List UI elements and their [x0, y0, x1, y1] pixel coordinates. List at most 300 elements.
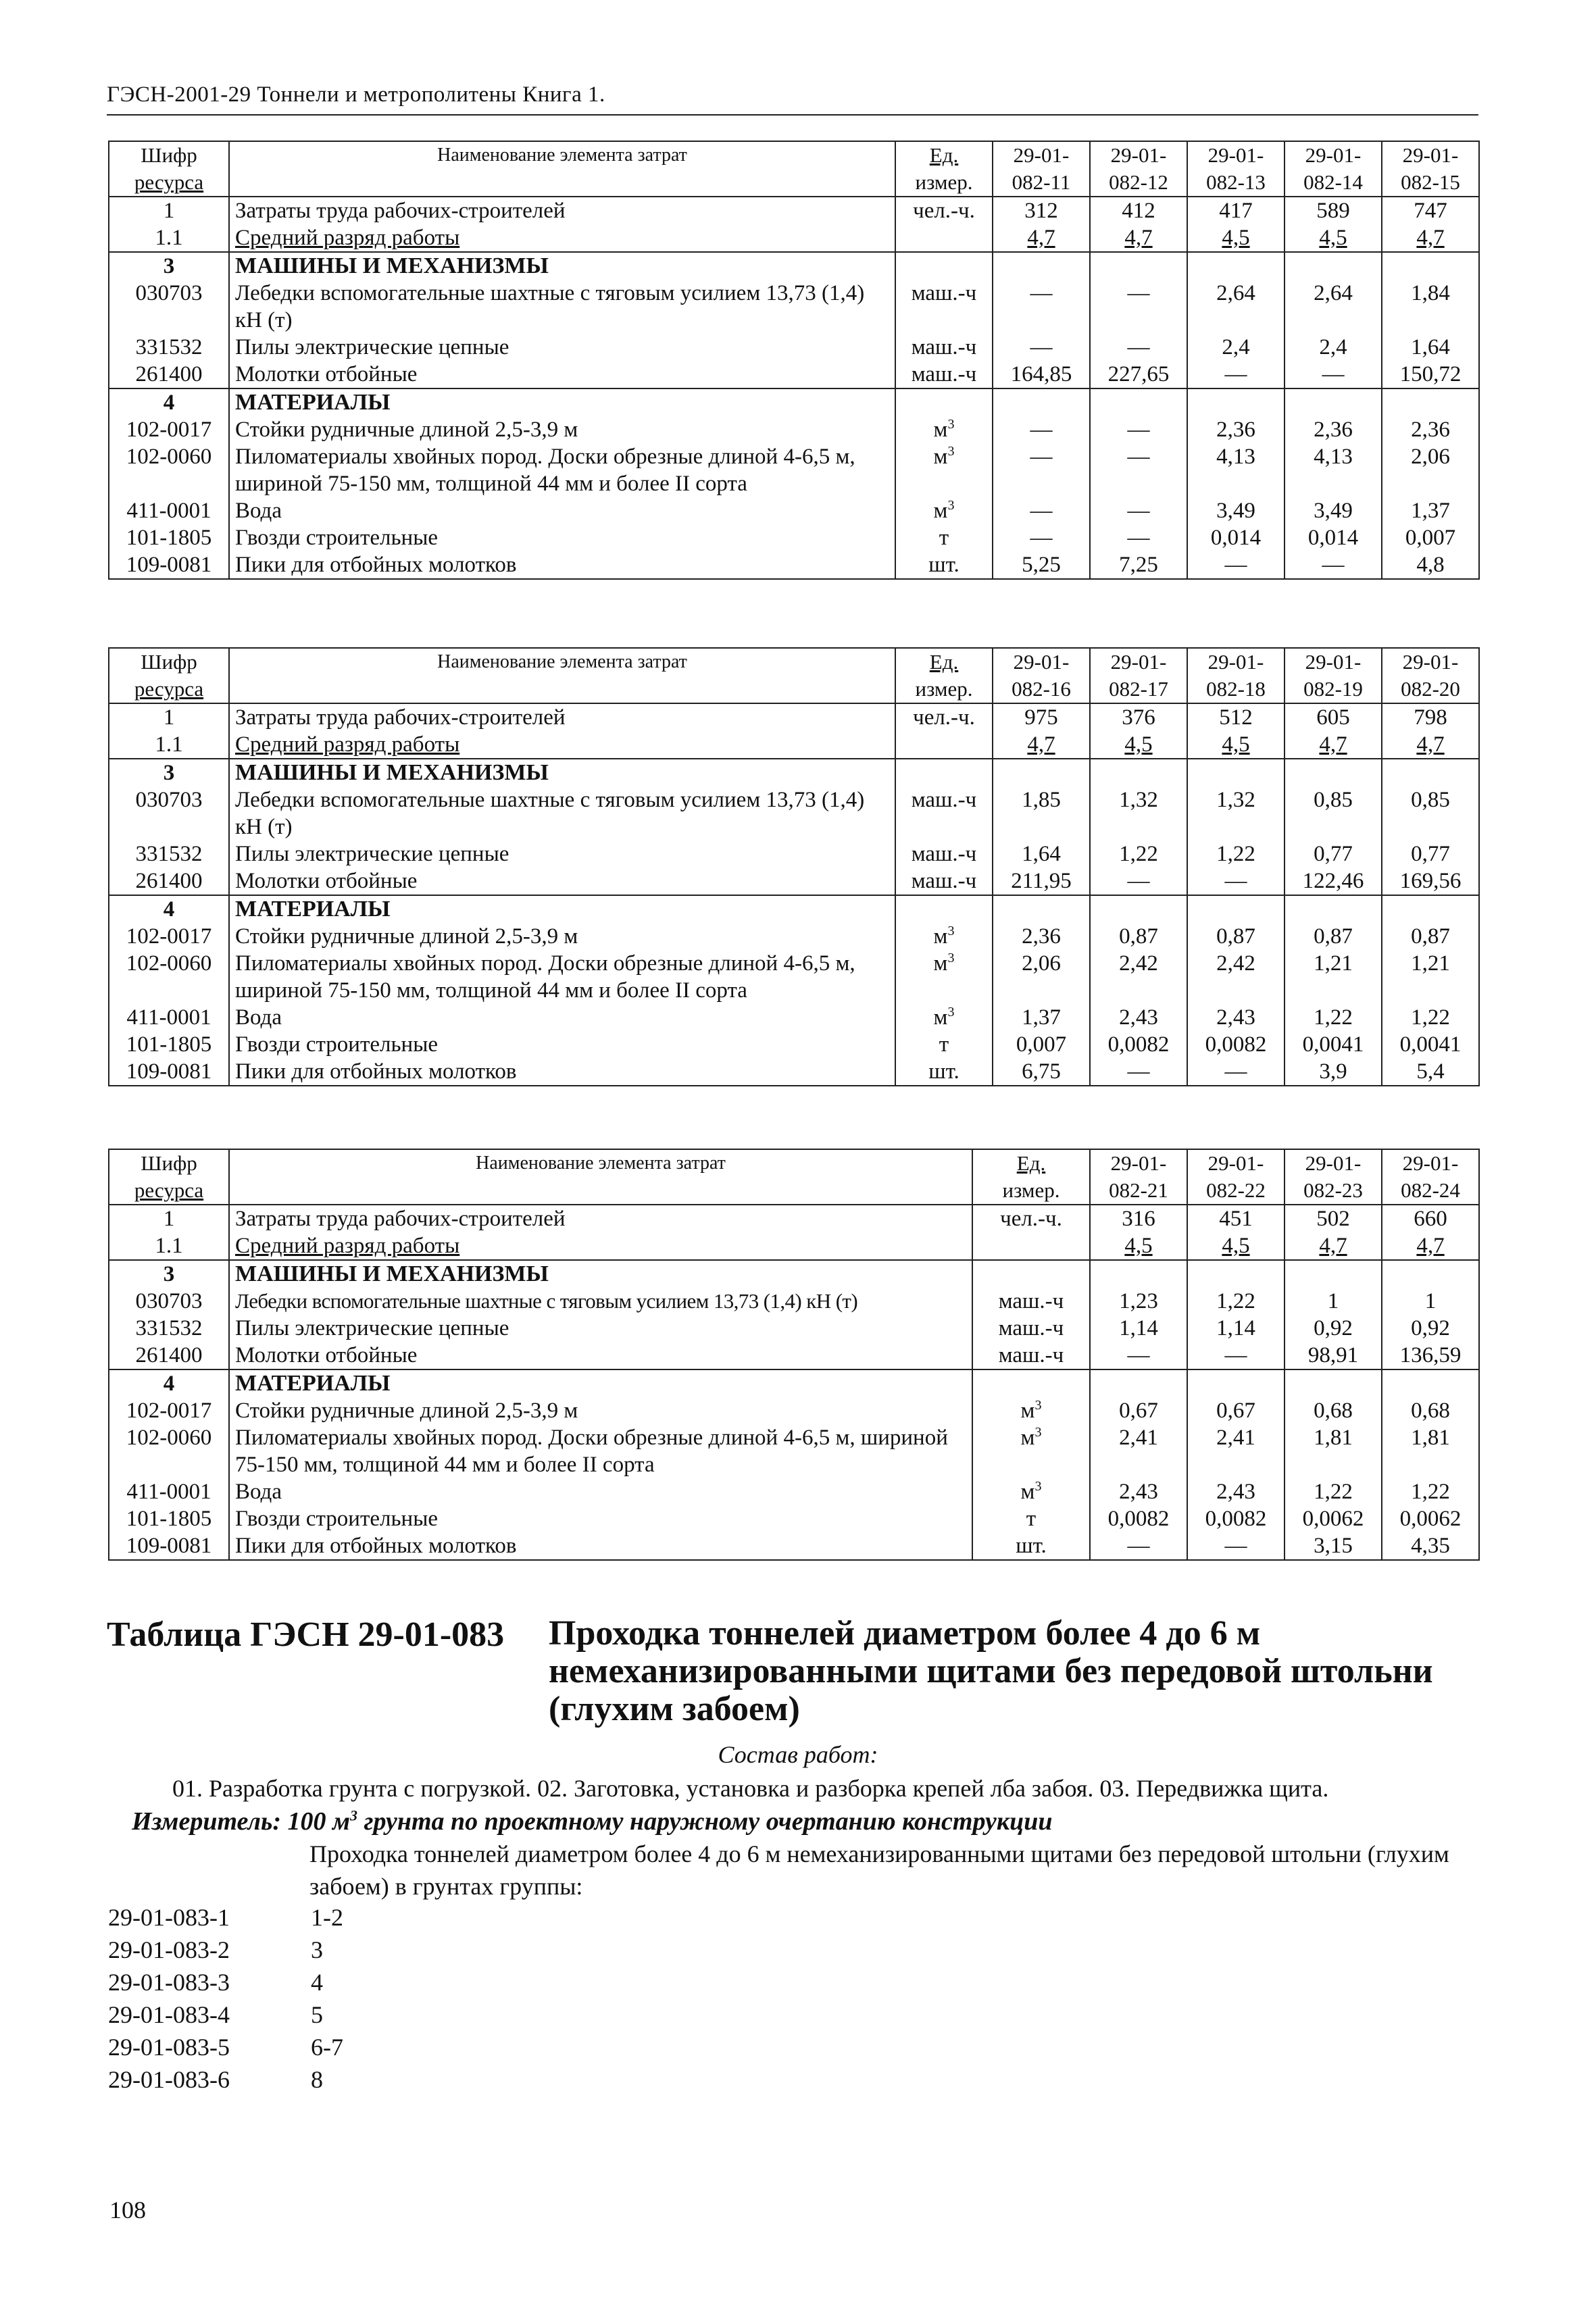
header-norm-code — [1285, 141, 1382, 197]
row-value: 451 — [1187, 1205, 1285, 1232]
row-value — [1382, 895, 1479, 923]
variant-code: 29-01-083-3 — [108, 1969, 230, 1996]
row-value: — — [1090, 443, 1187, 497]
row-value: 5,25 — [993, 551, 1090, 579]
table-row — [109, 1058, 1479, 1086]
row-value: 0,77 — [1285, 840, 1382, 867]
variant-code: 29-01-083-1 — [108, 1904, 230, 1931]
variant-group: 3 — [311, 1936, 323, 1963]
row-value: — — [1090, 1342, 1187, 1369]
row-name: Затраты труда рабочих-строителей — [229, 1205, 972, 1232]
header-norm-line: 082-11 — [1012, 170, 1071, 194]
row-name: Стойки рудничные длиной 2,5-3,9 м — [229, 416, 895, 443]
row-value: 1,22 — [1187, 1288, 1285, 1315]
row-unit: т — [895, 524, 993, 551]
table-row — [109, 703, 1479, 731]
row-name: Гвозди строительные — [229, 524, 895, 551]
row-value: 0,0082 — [1187, 1031, 1285, 1058]
row-value: 4,7 — [1382, 731, 1479, 759]
row-unit: $м^3$ — [972, 1478, 1090, 1505]
row-value: 1,81 — [1382, 1424, 1479, 1478]
header-norm-line: 082-18 — [1206, 677, 1266, 701]
row-unit: $м^3$ — [895, 443, 993, 497]
row-value: 1,37 — [1382, 497, 1479, 524]
header-code-line: Шифр — [141, 1151, 197, 1175]
variant-group: 5 — [311, 2001, 323, 2028]
table-row — [109, 334, 1479, 361]
row-value: 1,32 — [1090, 786, 1187, 840]
row-value: 6,75 — [993, 1058, 1090, 1086]
header-code-line: ресурса — [134, 1178, 204, 1202]
header-norm-code — [1285, 648, 1382, 703]
row-code: 3 — [109, 252, 229, 280]
row-name: Пиломатериалы хвойных пород. Доски обрезные длиной 4-6,5 м, шириной 75-150 мм, толщиной 44 мм и более II сорта — [229, 443, 895, 497]
header-code-line: Шифр — [141, 650, 197, 674]
row-name: Пиломатериалы хвойных пород. Доски обрезные длиной 4-6,5 м, шириной 75-150 мм, толщиной 44 мм и более II сорта — [229, 1424, 972, 1478]
row-value: 3,49 — [1187, 497, 1285, 524]
table-row — [109, 551, 1479, 579]
row-value — [1285, 1369, 1382, 1397]
table-row — [109, 224, 1479, 252]
page-number: 108 — [109, 2196, 146, 2223]
row-name: МАШИНЫ И МЕХАНИЗМЫ — [229, 759, 895, 786]
unit-superscript: 3 — [947, 417, 955, 432]
row-value: 4,35 — [1382, 1532, 1479, 1560]
row-value: — — [1090, 1058, 1187, 1086]
row-code: 4 — [109, 388, 229, 416]
row-value: — — [1285, 551, 1382, 579]
table-row — [109, 280, 1479, 334]
row-code: 101-1805 — [109, 1505, 229, 1532]
row-name: Пики для отбойных молотков — [229, 1058, 895, 1086]
row-value: — — [1090, 867, 1187, 895]
table-row — [109, 1532, 1479, 1560]
row-code: 261400 — [109, 1342, 229, 1369]
row-value: — — [1187, 1532, 1285, 1560]
row-value — [1382, 252, 1479, 280]
header-unit-line: измер. — [1002, 1178, 1060, 1202]
row-unit — [895, 224, 993, 252]
header-norm-code — [1382, 141, 1479, 197]
header-norm-line: 082-16 — [1012, 677, 1071, 701]
row-value: 0,0082 — [1187, 1505, 1285, 1532]
row-name: Средний разряд работы — [229, 731, 895, 759]
table-row — [109, 252, 1479, 280]
row-unit: $м^3$ — [972, 1397, 1090, 1424]
row-value — [1090, 252, 1187, 280]
row-unit: $м^3$ — [895, 497, 993, 524]
row-value — [1187, 388, 1285, 416]
table-row — [109, 1397, 1479, 1424]
row-unit: маш.-ч — [895, 361, 993, 388]
row-value: 211,95 — [993, 867, 1090, 895]
row-code: 1.1 — [109, 224, 229, 252]
row-value: 2,06 — [1382, 443, 1479, 497]
row-value: 4,13 — [1285, 443, 1382, 497]
row-value — [1382, 1260, 1479, 1288]
row-value: 0,007 — [1382, 524, 1479, 551]
row-value: 0,67 — [1187, 1397, 1285, 1424]
header-norm-line: 29-01- — [1305, 650, 1362, 674]
header-unit-line: Ед. — [1016, 1151, 1046, 1175]
row-code: 411-0001 — [109, 1478, 229, 1505]
row-value — [1285, 388, 1382, 416]
header-unit-line: измер. — [915, 170, 973, 194]
row-value: 0,0041 — [1285, 1031, 1382, 1058]
table-row — [109, 1260, 1479, 1288]
row-value — [1090, 895, 1187, 923]
row-value: 4,7 — [993, 224, 1090, 252]
variant-row — [108, 1901, 343, 1934]
row-value — [1285, 1260, 1382, 1288]
variants-description: Проходка тоннелей диаметром более 4 до 6 м немеханизированными щитами без передовой штольни (глухим забоем) в грунтах группы: — [309, 1840, 1449, 1900]
row-code: 102-0017 — [109, 1397, 229, 1424]
row-value: 376 — [1090, 703, 1187, 731]
row-code: 4 — [109, 895, 229, 923]
header-norm-line: 082-24 — [1401, 1178, 1460, 1202]
row-value: — — [1090, 416, 1187, 443]
row-value: 2,36 — [1187, 416, 1285, 443]
table-row — [109, 197, 1479, 224]
row-value: 4,5 — [1187, 224, 1285, 252]
row-value — [1090, 759, 1187, 786]
header-norm-line: 082-20 — [1401, 677, 1460, 701]
table-row — [109, 1315, 1479, 1342]
meter-prefix: Измеритель: 100 м — [132, 1807, 350, 1836]
row-value: 1 — [1285, 1288, 1382, 1315]
row-unit: маш.-ч — [895, 334, 993, 361]
row-value: — — [1187, 361, 1285, 388]
row-value: 4,5 — [1090, 731, 1187, 759]
row-code: 1.1 — [109, 1232, 229, 1260]
header-norm-line: 082-14 — [1303, 170, 1363, 194]
row-value: 4,7 — [1285, 731, 1382, 759]
row-value: 4,5 — [1187, 731, 1285, 759]
header-norm-code — [1187, 648, 1285, 703]
row-value: 1,21 — [1285, 950, 1382, 1004]
row-value: 2,36 — [1285, 416, 1382, 443]
row-value: 589 — [1285, 197, 1382, 224]
row-name: Пиломатериалы хвойных пород. Доски обрезные длиной 4-6,5 м, шириной 75-150 мм, толщиной 44 мм и более II сорта — [229, 950, 895, 1004]
row-value: 605 — [1285, 703, 1382, 731]
row-unit: чел.-ч. — [895, 197, 993, 224]
row-value: — — [1187, 551, 1285, 579]
row-name: Вода — [229, 1004, 895, 1031]
row-unit: $м^3$ — [895, 1004, 993, 1031]
row-value: 1,37 — [993, 1004, 1090, 1031]
row-value — [1382, 1369, 1479, 1397]
row-value: — — [1187, 867, 1285, 895]
row-unit — [895, 731, 993, 759]
row-name: МАШИНЫ И МЕХАНИЗМЫ — [229, 1260, 972, 1288]
header-norm-line: 29-01- — [1402, 143, 1459, 167]
header-code-line: Шифр — [141, 143, 197, 167]
row-value: 1,21 — [1382, 950, 1479, 1004]
row-code: 102-0060 — [109, 1424, 229, 1478]
row-value: 7,25 — [1090, 551, 1187, 579]
row-code: 101-1805 — [109, 1031, 229, 1058]
header-code-line: ресурса — [134, 677, 204, 701]
header-norm-code — [1090, 648, 1187, 703]
row-value: 2,64 — [1187, 280, 1285, 334]
row-value — [1285, 252, 1382, 280]
row-name: Пилы электрические цепные — [229, 1315, 972, 1342]
header-norm-line: 082-15 — [1401, 170, 1460, 194]
table-row — [109, 1478, 1479, 1505]
unit-superscript: 3 — [947, 498, 955, 513]
section-table-code: Таблица ГЭСН 29-01-083 — [107, 1615, 505, 1654]
row-value: 2,41 — [1090, 1424, 1187, 1478]
row-value — [1285, 895, 1382, 923]
table-row — [109, 1505, 1479, 1532]
row-value: — — [1187, 1058, 1285, 1086]
row-value: — — [993, 280, 1090, 334]
row-unit: чел.-ч. — [972, 1205, 1090, 1232]
row-name: Молотки отбойные — [229, 361, 895, 388]
row-value: 227,65 — [1090, 361, 1187, 388]
table-row — [109, 416, 1479, 443]
row-value: 98,91 — [1285, 1342, 1382, 1369]
variants-list — [108, 1901, 343, 2096]
header-norm-code — [1187, 1149, 1285, 1205]
row-code: 1 — [109, 703, 229, 731]
row-code: 411-0001 — [109, 1004, 229, 1031]
row-value: 1,32 — [1187, 786, 1285, 840]
header-code — [109, 1149, 229, 1205]
row-value: 0,92 — [1382, 1315, 1479, 1342]
composition-label: Состав работ: — [718, 1741, 878, 1768]
header-norm-line: 082-12 — [1109, 170, 1168, 194]
row-value — [1285, 759, 1382, 786]
row-value: 417 — [1187, 197, 1285, 224]
row-value: 0,87 — [1187, 923, 1285, 950]
header-norm-line: 29-01- — [1207, 650, 1264, 674]
row-name: Вода — [229, 497, 895, 524]
table-row — [109, 1232, 1479, 1260]
row-value — [1187, 895, 1285, 923]
row-name: Пилы электрические цепные — [229, 840, 895, 867]
header-norm-line: 082-19 — [1303, 677, 1363, 701]
table-row — [109, 840, 1479, 867]
row-value: 0,0062 — [1382, 1505, 1479, 1532]
meter-suffix: грунта по проектному наружному очертанию конструкции — [357, 1807, 1053, 1836]
row-value: 2,42 — [1090, 950, 1187, 1004]
header-norm-code — [1285, 1149, 1382, 1205]
header-name: Наименование элемента затрат — [229, 648, 895, 703]
row-value: 2,43 — [1090, 1478, 1187, 1505]
row-code: 1 — [109, 1205, 229, 1232]
variant-row — [108, 2063, 343, 2096]
row-unit: $м^3$ — [895, 923, 993, 950]
row-unit — [972, 1369, 1090, 1397]
row-code: 030703 — [109, 1288, 229, 1315]
unit-superscript: 3 — [947, 444, 955, 459]
row-value: 1,22 — [1285, 1004, 1382, 1031]
row-code: 3 — [109, 1260, 229, 1288]
row-value — [1090, 388, 1187, 416]
variant-group: 6-7 — [311, 2034, 343, 2061]
row-code: 109-0081 — [109, 551, 229, 579]
row-code: 101-1805 — [109, 524, 229, 551]
row-value: 2,43 — [1187, 1478, 1285, 1505]
row-code: 109-0081 — [109, 1058, 229, 1086]
row-value: 0,68 — [1382, 1397, 1479, 1424]
row-code: 030703 — [109, 786, 229, 840]
meter-sup: 3 — [350, 1807, 357, 1824]
row-value: — — [1090, 497, 1187, 524]
row-value: 5,4 — [1382, 1058, 1479, 1086]
table-row — [109, 867, 1479, 895]
row-code: 331532 — [109, 840, 229, 867]
row-unit — [895, 252, 993, 280]
header-norm-line: 29-01- — [1402, 650, 1459, 674]
row-name: Лебедки вспомогательные шахтные с тяговым усилием 13,73 (1,4) кН (т) — [229, 1288, 972, 1315]
row-value — [1090, 1260, 1187, 1288]
unit-superscript: 3 — [1034, 1425, 1042, 1440]
row-value: 0,0062 — [1285, 1505, 1382, 1532]
row-value: 4,7 — [1382, 224, 1479, 252]
row-unit: маш.-ч — [972, 1342, 1090, 1369]
row-name: Стойки рудничные длиной 2,5-3,9 м — [229, 1397, 972, 1424]
row-value — [1187, 1260, 1285, 1288]
row-value — [1090, 1369, 1187, 1397]
row-value: 502 — [1285, 1205, 1382, 1232]
row-value — [993, 759, 1090, 786]
header-norm-code — [1382, 648, 1479, 703]
table-row — [109, 1205, 1479, 1232]
header-norm-line: 082-22 — [1206, 1178, 1266, 1202]
header-unit — [895, 141, 993, 197]
variant-group: 4 — [311, 1969, 323, 1996]
header-norm-line: 29-01- — [1305, 1151, 1362, 1175]
row-name: Вода — [229, 1478, 972, 1505]
row-value: 1,64 — [993, 840, 1090, 867]
row-value: 2,64 — [1285, 280, 1382, 334]
row-value: — — [1090, 1532, 1187, 1560]
table-row — [109, 759, 1479, 786]
row-name: Пилы электрические цепные — [229, 334, 895, 361]
row-value: 169,56 — [1382, 867, 1479, 895]
page-header: ГЭСН-2001-29 Тоннели и метрополитены Книга 1. — [107, 82, 1478, 116]
header-norm-line: 082-21 — [1109, 1178, 1168, 1202]
row-code: 1 — [109, 197, 229, 224]
row-value: 1,14 — [1187, 1315, 1285, 1342]
variant-row — [108, 1998, 343, 2031]
row-code: 4 — [109, 1369, 229, 1397]
header-norm-line: 29-01- — [1207, 143, 1264, 167]
header-norm-line: 082-17 — [1109, 677, 1168, 701]
row-unit: маш.-ч — [895, 786, 993, 840]
variant-row — [108, 1934, 343, 1966]
table-row — [109, 524, 1479, 551]
row-value: 1 — [1382, 1288, 1479, 1315]
row-value: 412 — [1090, 197, 1187, 224]
table-row — [109, 1424, 1479, 1478]
row-value: 0,85 — [1285, 786, 1382, 840]
row-value: 4,7 — [1285, 1232, 1382, 1260]
row-value — [1187, 252, 1285, 280]
row-unit: маш.-ч — [895, 280, 993, 334]
row-unit: шт. — [972, 1532, 1090, 1560]
row-unit: $м^3$ — [895, 950, 993, 1004]
header-norm-line: 29-01- — [1110, 143, 1167, 167]
header-norm-line: 29-01- — [1207, 1151, 1264, 1175]
norm-table-2 — [108, 647, 1480, 1086]
row-value: — — [1187, 1342, 1285, 1369]
row-name: МАТЕРИАЛЫ — [229, 1369, 972, 1397]
header-unit-line: Ед. — [929, 143, 959, 167]
row-value: 0,014 — [1187, 524, 1285, 551]
unit-superscript: 3 — [947, 924, 955, 938]
row-unit: шт. — [895, 1058, 993, 1086]
row-value: 0,0041 — [1382, 1031, 1479, 1058]
row-value: 4,13 — [1187, 443, 1285, 497]
row-code: 102-0017 — [109, 923, 229, 950]
row-value: — — [993, 443, 1090, 497]
norm-table-1 — [108, 141, 1480, 580]
row-value: 150,72 — [1382, 361, 1479, 388]
row-value: 2,4 — [1187, 334, 1285, 361]
row-value: 2,41 — [1187, 1424, 1285, 1478]
row-value: 3,15 — [1285, 1532, 1382, 1560]
row-value: 164,85 — [993, 361, 1090, 388]
row-value: 4,7 — [1090, 224, 1187, 252]
row-value: — — [993, 497, 1090, 524]
row-unit: т — [895, 1031, 993, 1058]
table-row — [109, 497, 1479, 524]
row-value: — — [1090, 280, 1187, 334]
header-norm-line: 29-01- — [1305, 143, 1362, 167]
row-code: 261400 — [109, 867, 229, 895]
row-value — [993, 895, 1090, 923]
row-name: Лебедки вспомогательные шахтные с тяговым усилием 13,73 (1,4) кН (т) — [229, 786, 895, 840]
row-name: Лебедки вспомогательные шахтные с тяговым усилием 13,73 (1,4) кН (т) — [229, 280, 895, 334]
row-name: Молотки отбойные — [229, 1342, 972, 1369]
table-row — [109, 895, 1479, 923]
row-name: Стойки рудничные длиной 2,5-3,9 м — [229, 923, 895, 950]
row-value: 1,22 — [1090, 840, 1187, 867]
variant-group: 1-2 — [311, 1904, 343, 1931]
row-unit — [895, 388, 993, 416]
unit-superscript: 3 — [947, 1005, 955, 1020]
header-norm-line: 082-23 — [1303, 1178, 1363, 1202]
variant-code: 29-01-083-5 — [108, 2034, 230, 2061]
row-name: Средний разряд работы — [229, 224, 895, 252]
works-list: 01. Разработка грунта с погрузкой. 02. Заготовка, установка и разборка крепей лба забоя. 03. Передвижка щита. — [172, 1775, 1329, 1802]
row-value — [1382, 388, 1479, 416]
row-code: 102-0060 — [109, 443, 229, 497]
row-value: — — [993, 334, 1090, 361]
row-unit — [972, 1232, 1090, 1260]
row-value: 660 — [1382, 1205, 1479, 1232]
row-name: МАТЕРИАЛЫ — [229, 388, 895, 416]
header-norm-line: 082-13 — [1206, 170, 1266, 194]
row-value: 0,68 — [1285, 1397, 1382, 1424]
row-value: 0,007 — [993, 1031, 1090, 1058]
header-name: Наименование элемента затрат — [229, 1149, 972, 1205]
row-name: Средний разряд работы — [229, 1232, 972, 1260]
header-norm-line: 29-01- — [1402, 1151, 1459, 1175]
row-name: Молотки отбойные — [229, 867, 895, 895]
row-unit — [895, 895, 993, 923]
row-value: 2,36 — [993, 923, 1090, 950]
row-name: Затраты труда рабочих-строителей — [229, 703, 895, 731]
header-norm-line: 29-01- — [1110, 650, 1167, 674]
header-unit-line: измер. — [915, 677, 973, 701]
row-value: — — [1090, 524, 1187, 551]
row-value: 0,92 — [1285, 1315, 1382, 1342]
row-name: Пики для отбойных молотков — [229, 551, 895, 579]
